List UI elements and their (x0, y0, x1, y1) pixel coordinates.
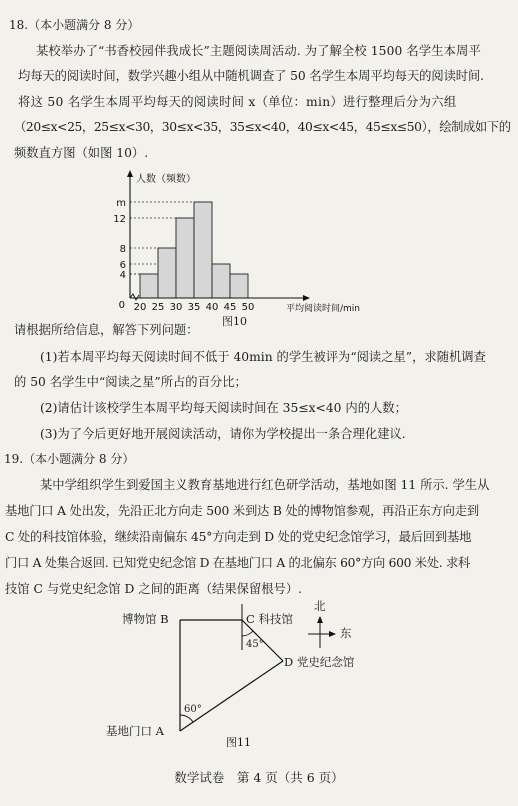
y-tick-label: 6 (119, 260, 126, 271)
y-axis-arrow (127, 170, 133, 177)
q18-line-4: （20≤x<25，25≤x<30，30≤x<35，35≤x<40，40≤x<45，45≤x≤50），绘制成如下的 (14, 120, 511, 134)
angle-arc-c (242, 631, 253, 636)
x-tick-label: 50 (241, 302, 255, 313)
q19-line-2: 基地门口 A 处出发，先沿正北方向走 500 米到达 B 处的博物馆参观，再沿正东方向走到 (5, 504, 479, 518)
q19-line-4: 门口 A 处集合返回. 已知党史纪念馆 D 在基地门口 A 的北偏东 60°方向 600 米处. 求科 (5, 556, 471, 570)
figure-10-caption: 图10 (222, 315, 247, 328)
fig11-angle-a: 60° (184, 704, 202, 715)
histogram-bar (230, 274, 248, 298)
fig11-label-c: C 科技馆 (246, 612, 293, 626)
x-tick-label: 30 (169, 302, 183, 313)
x-axis-label: 平均阅读时间/min (286, 304, 361, 314)
q19-line-3: C 处的科技馆体验，继续沿南偏东 45°方向走到 D 处的党史纪念馆学习，最后回到基地 (5, 530, 472, 544)
page-footer: 数学试卷 第 4 页（共 6 页） (174, 770, 344, 785)
q18-header: 18.（本小题满分 8 分） (9, 18, 140, 32)
x-tick-label: 45 (223, 302, 237, 313)
segment-ad (180, 661, 283, 731)
y-tick-label: 8 (119, 244, 126, 255)
y-axis-label: 人数（频数） (136, 174, 196, 185)
histogram-bar (176, 218, 194, 298)
q18-line-1: 某校举办了“书香校园伴我成长”主题阅读周活动. 为了解全校 1500 名学生本周平 (36, 44, 481, 58)
histogram-figure-10 (95, 170, 395, 320)
histogram-bar (158, 248, 176, 298)
y-tick-label: 12 (113, 214, 126, 225)
x-tick-label: 20 (133, 302, 147, 313)
x-tick-label: 35 (187, 302, 201, 313)
origin-label: 0 (118, 300, 125, 311)
q18-question-3: (3)为了今后更好地开展阅读活动，请你为学校提出一条合理化建议. (40, 427, 406, 441)
geometry-figure-11 (0, 600, 518, 780)
histogram-bar (194, 202, 212, 298)
q18-line-5: 频数直方图（如图 10）. (14, 146, 149, 160)
fig11-label-d: D 党史纪念馆 (284, 655, 355, 669)
q18-instruction: 请根据所给信息，解答下列问题： (14, 323, 199, 337)
histogram-bar (140, 274, 158, 298)
axis-break (130, 294, 139, 300)
x-tick-label: 40 (205, 302, 219, 313)
fig11-compass-east: 东 (340, 626, 352, 640)
q19-line-5: 技馆 C 与党史纪念馆 D 之间的距离（结果保留根号）. (5, 582, 303, 596)
y-tick-label: 4 (119, 270, 126, 281)
histogram-bar (212, 264, 230, 298)
figure-11-caption: 图11 (226, 736, 251, 749)
q18-line-2: 均每天的阅读时间，数学兴趣小组从中随机调查了 50 名学生本周平均每天的阅读时间. (18, 69, 484, 83)
q18-question-1b: 的 50 名学生中“阅读之星”所占的百分比； (14, 375, 247, 389)
fig11-compass-north: 北 (314, 599, 326, 613)
fig11-angle-c: 45° (246, 639, 264, 650)
fig11-label-a: 基地门口 A (106, 724, 164, 738)
y-tick-label: m (116, 198, 126, 209)
x-axis-arrow (303, 295, 310, 301)
q18-line-3: 将这 50 名学生本周平均每天的阅读时间 x（单位：min）进行整理后分为六组 (18, 95, 457, 109)
fig11-label-b: 博物馆 B (122, 612, 169, 626)
compass-north-arrow (317, 616, 323, 623)
q18-question-1a: (1)若本周平均每天阅读时间不低于 40min 的学生被评为“阅读之星”，求随机调查 (40, 350, 486, 364)
x-tick-label: 25 (151, 302, 165, 313)
angle-arc-a (180, 715, 193, 722)
compass-east-arrow (329, 631, 336, 637)
q19-line-1: 某中学组织学生到爱国主义教育基地进行红色研学活动，基地如图 11 所示. 学生从 (40, 478, 490, 492)
q18-question-2: (2)请估计该校学生本周平均每天阅读时间在 35≤x<40 内的人数； (40, 401, 407, 415)
q19-header: 19.（本小题满分 8 分） (4, 452, 135, 466)
